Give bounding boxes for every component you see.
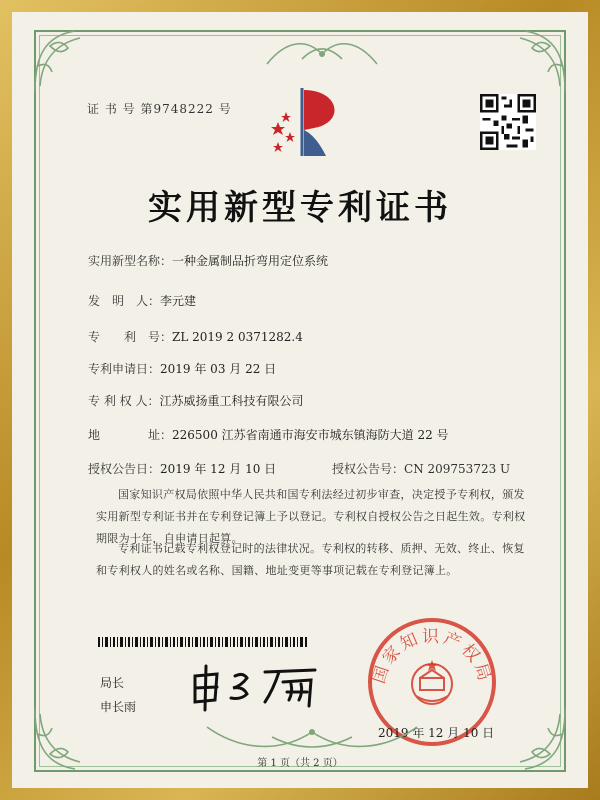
page-number: 第 1 页（共 2 页） bbox=[257, 758, 343, 769]
certificate-title: 实用新型专利证书 bbox=[148, 188, 452, 228]
inventor bbox=[88, 292, 196, 309]
field-label: 专 利 号： bbox=[88, 330, 173, 344]
filing-date bbox=[88, 360, 276, 377]
signatory-name: 申长雨 bbox=[100, 700, 137, 714]
field-label: 发 明 人： bbox=[88, 294, 161, 308]
field-value: CN 209753723 U bbox=[404, 462, 511, 476]
field-label: 授权公告号： bbox=[332, 462, 405, 476]
corner-ornament-icon bbox=[500, 26, 570, 96]
bottom-flourish-icon bbox=[202, 717, 422, 757]
field-value: 一种金属制品折弯用定位系统 bbox=[172, 254, 329, 268]
legal-status-paragraph: 专利证书记载专利权登记时的法律状况。专利权的转移、质押、无效、终止、恢复和专利权人的姓名或名称、国籍、地址变更等事项记载在专利登记簿上。 bbox=[96, 542, 525, 577]
certificate-number bbox=[87, 100, 232, 117]
field-value: ZL 2019 2 0371282.4 bbox=[172, 330, 303, 344]
statement-paragraph: 国家知识产权局依照中华人民共和国专利法经过初步审查，决定授予专利权，颁发实用新型专利证书并在专利登记簿上予以登记。专利权自授权公告之日起生效。专利权期限为十年，自申请日起算。 bbox=[96, 488, 526, 545]
corner-ornament-icon bbox=[30, 26, 100, 96]
signatory-title: 局长 bbox=[100, 676, 125, 690]
address bbox=[88, 426, 449, 443]
field-label: 授权公告日： bbox=[88, 462, 161, 476]
grant-announcement-date bbox=[88, 460, 276, 477]
patentee bbox=[88, 392, 303, 409]
field-value: 江苏威扬重工科技有限公司 bbox=[159, 394, 304, 408]
cnipa-logo-icon bbox=[264, 82, 364, 162]
field-label: 实用新型名称： bbox=[88, 254, 173, 268]
field-label: 专 利 权 人： bbox=[88, 394, 160, 408]
seal-date: 2019 年 12 月 10 日 bbox=[378, 726, 495, 740]
field-label: 专利申请日： bbox=[88, 362, 161, 376]
certificate-number-label: 证 书 号 第 bbox=[87, 102, 154, 116]
certificate-number-suffix: 号 bbox=[218, 102, 232, 116]
seal-text: 国家知识产权局 bbox=[369, 627, 495, 687]
top-flourish-icon bbox=[262, 34, 382, 74]
barcode-icon bbox=[98, 632, 308, 642]
certificate-paper bbox=[12, 12, 588, 788]
field-value: 2019 年 12 月 10 日 bbox=[160, 462, 277, 476]
field-value: 2019 年 03 月 22 日 bbox=[160, 362, 277, 376]
qr-code-icon bbox=[480, 94, 536, 150]
grant-announcement-number bbox=[332, 460, 510, 477]
certificate-number-value: 9748222 bbox=[153, 102, 214, 116]
utility-model-name bbox=[88, 252, 328, 269]
patent-number bbox=[88, 328, 303, 345]
handwritten-signature-icon bbox=[187, 662, 327, 712]
field-label: 地 址： bbox=[88, 428, 173, 442]
field-value: 李元建 bbox=[160, 294, 197, 308]
field-value: 226500 江苏省南通市海安市城东镇海防大道 22 号 bbox=[172, 428, 449, 442]
